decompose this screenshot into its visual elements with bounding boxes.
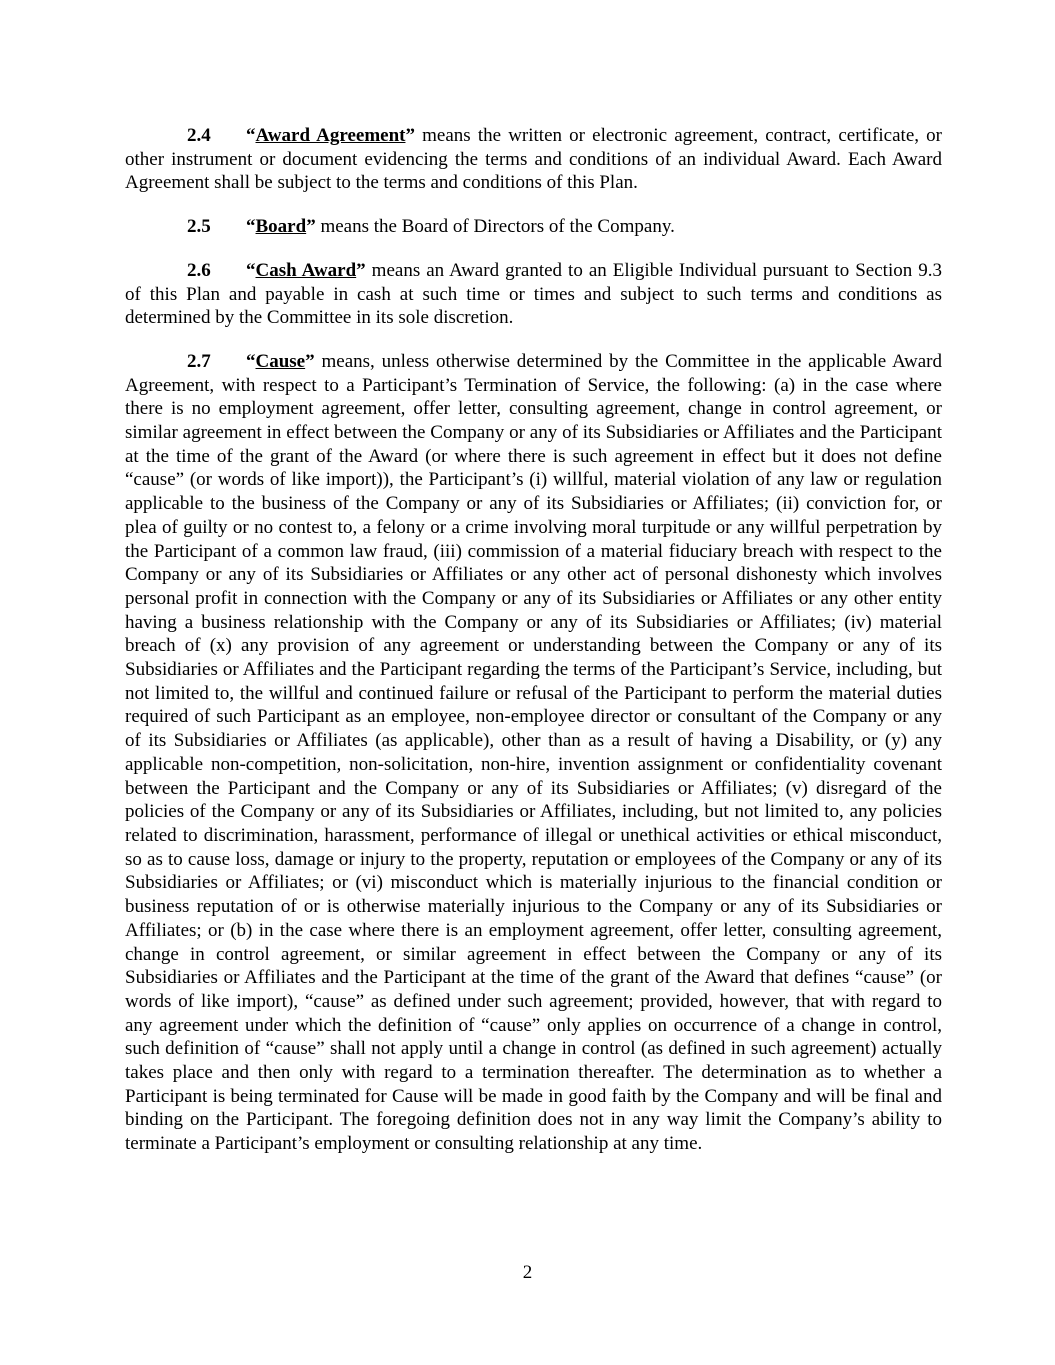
close-quote: ”	[405, 125, 415, 146]
section-2-5	[125, 215, 942, 239]
defined-term	[246, 351, 315, 372]
defined-term-label: Award Agreement	[255, 125, 406, 146]
section-text: means an Award granted to an Eligible Individual pursuant to Section 9.3 of this Plan and payable in cash at such time or times and subject to such terms and conditions as determined by the Committee in its sole discretion.	[125, 259, 942, 329]
defined-term	[246, 260, 366, 281]
page-number: 2	[522, 1262, 533, 1283]
defined-term-label: Cause	[255, 350, 306, 372]
section-number: 2.5	[187, 216, 211, 238]
section-2-6	[125, 259, 942, 330]
open-quote: “	[246, 259, 256, 281]
defined-term	[246, 125, 415, 146]
open-quote: “	[246, 216, 256, 238]
section-text: means the Board of Directors of the Company.	[315, 216, 675, 238]
section-number: 2.7	[187, 350, 211, 372]
close-quote: ”	[305, 350, 315, 372]
defined-term	[246, 216, 316, 237]
section-2-4	[125, 124, 942, 195]
close-quote: ”	[356, 259, 366, 281]
close-quote: ”	[306, 216, 316, 238]
section-text: means the written or electronic agreement, contract, certificate, or other instrument or document evidencing the terms and conditions of an individual Award. Each Award Agreement shall be subject to the terms and conditions of this Plan.	[125, 125, 942, 194]
defined-term-label: Cash Award	[255, 259, 357, 281]
open-quote: “	[246, 125, 256, 146]
section-2-7	[125, 350, 942, 1156]
defined-term-label: Board	[255, 216, 307, 238]
open-quote: “	[246, 350, 256, 372]
section-text: means, unless otherwise determined by the Committee in the applicable Award Agreement, with respect to a Participant’s Termination of Service, the following: (a) in the case where there is no employment agreement, offer letter, consulting agreement, change in control agreement, or similar agreement in effect between the Company or any of its Subsidiaries or Affiliates and the Participant at the time of the grant of the Award (or where there is such agreement in effect but it does not define “cause” (or words of like import)), the Participant’s (i) willful, material violation of any law or regulation applicable to the business of the Company or any of its Subsidiaries or Affiliates; (ii) conviction for, or plea of guilty or no contest to, a felony or a crime involving moral turpitude or any willful perpetration by the Participant of a common law fraud, (iii) commission of a material fiduciary breach with respect to the Company or any of its Subsidiaries or Affiliates or any other act of personal dishonesty which involves personal profit in connection with the Company or any of its Subsidiaries or Affiliates or any other entity having a business relationship with the Company or any of its Subsidiaries or Affiliates; (iv) material breach of (x) any provision of any agreement or understanding between the Company or any of its Subsidiaries or Affiliates and the Participant regarding the terms of the Participant’s Service, including, but not limited to, the willful and continued failure or refusal of the Participant to perform the material duties required of such Participant as an employee, non-employee director or consultant of the Company or any of its Subsidiaries or Affiliates (as applicable), other than as a result of having a Disability, or (y) any applicable non-competition, non-solicitation, non-hire, invention assignment or confidentiality covenant between the Participant and the Company or any of its Subsidiaries or Affiliates; (v) disregard of the policies of the Company or any of its Subsidiaries or Affiliates, including, but not limited to, any policies related to discrimination, harassment, performance of illegal or unethical activities or ethical misconduct, so as to cause loss, damage or injury to the property, reputation or employees of the Company or any of its Subsidiaries or Affiliates; or (vi) misconduct which is materially injurious to the financial condition or business reputation of or is otherwise materially injurious to the Company or any of its Subsidiaries or Affiliates; or (b) in the case where there is an employment agreement, offer letter, consulting agreement, change in control agreement, or similar agreement in effect between the Company or any of its Subsidiaries or Affiliates and the Participant at the time of the grant of the Award that defines “cause” (or words of like import), “cause” as defined under such agreement; provided, however, that with regard to any agreement under which the definition of “cause” only applies on occurrence of a change in control, such definition of “cause” shall not apply until a change in control (as defined in such agreement) actually takes place and then only with regard to a termination thereafter. The determination as to whether a Participant is being terminated for Cause will be made in good faith by the Company and will be final and binding on the Participant. The foregoing definition does not in any way limit the Company’s ability to terminate a Participant’s employment or consulting relationship at any time.	[125, 350, 942, 1155]
section-number: 2.6	[187, 259, 211, 281]
section-number: 2.4	[187, 125, 211, 146]
document-page	[125, 124, 942, 1176]
